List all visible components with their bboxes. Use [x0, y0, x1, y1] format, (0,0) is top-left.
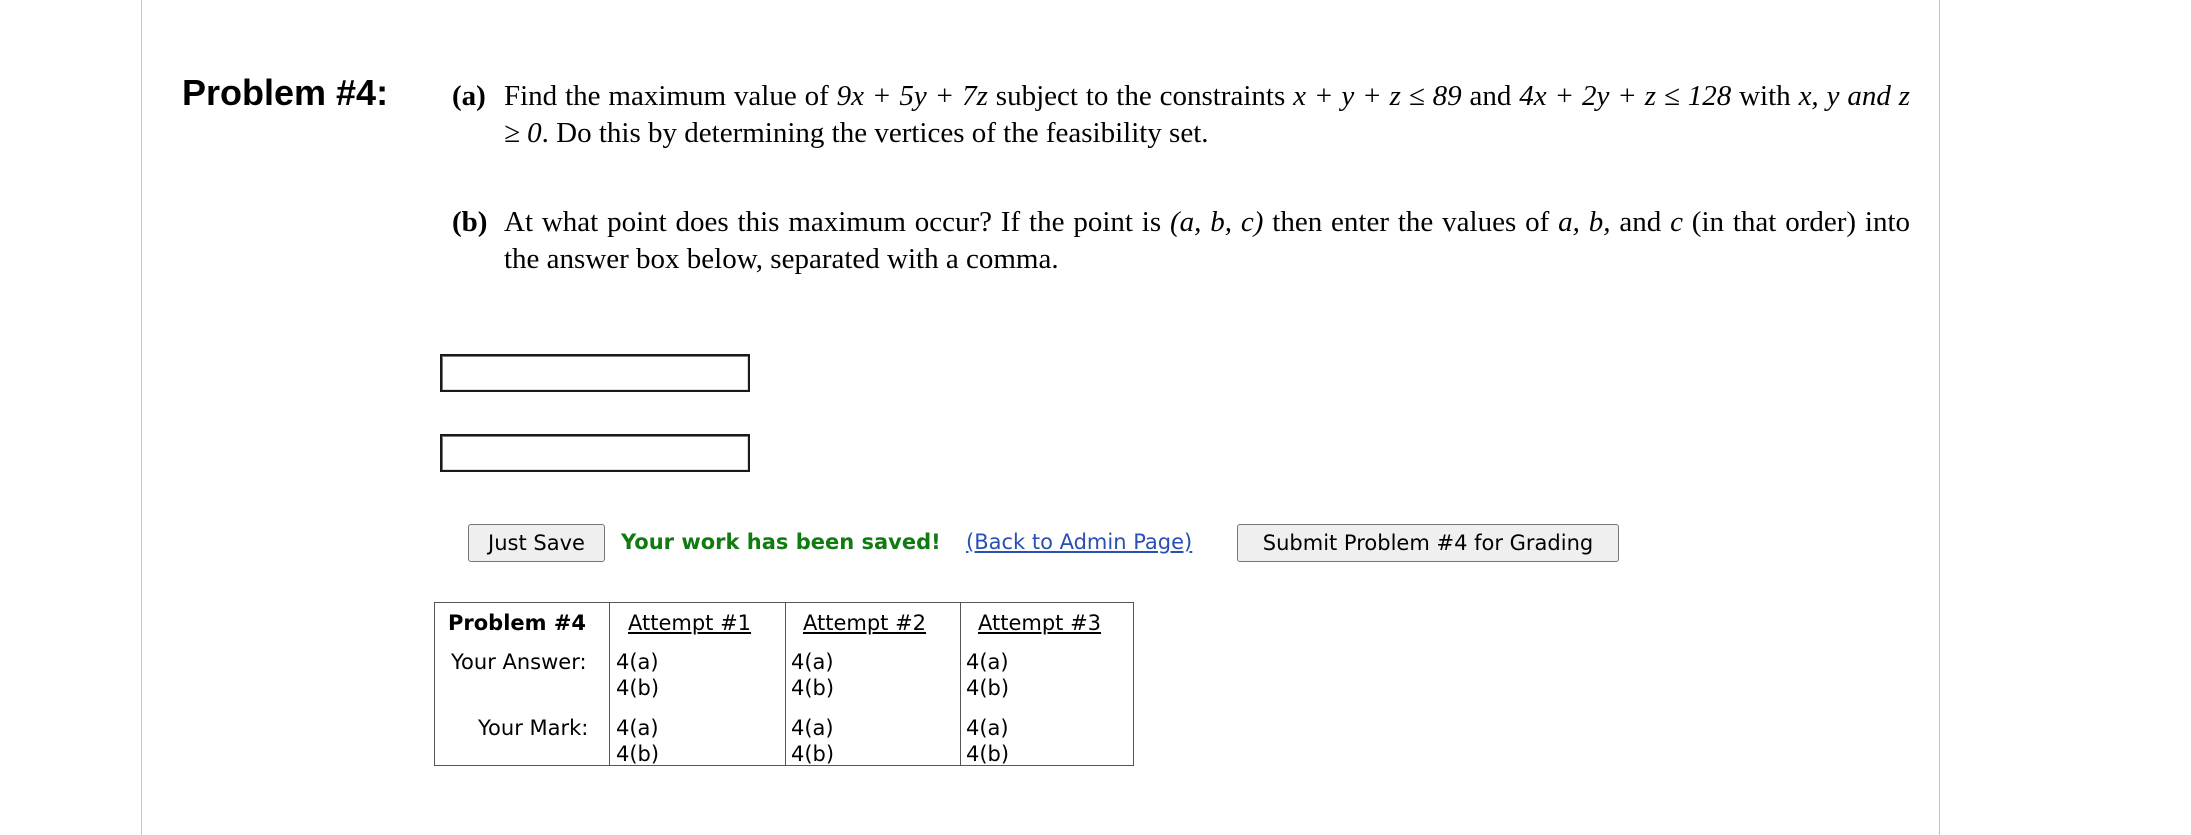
saved-message: Your work has been saved! — [621, 530, 941, 554]
constraint-2: 4x + 2y + z ≤ 128 — [1519, 80, 1732, 112]
attempt-1-marks: 4(a) 4(b) — [616, 716, 660, 766]
your-answer-label: Your Answer: — [451, 650, 587, 674]
attempt-1-answers: 4(a) 4(b) — [616, 650, 660, 700]
table-divider — [609, 603, 610, 765]
point-expression: (a, b, c) — [1170, 206, 1264, 238]
attempt-2-link[interactable]: Attempt #2 — [803, 611, 927, 635]
back-to-admin-link[interactable]: (Back to Admin Page) — [966, 530, 1193, 554]
nonnegativity-constraint: x, y and z ≥ 0 — [504, 80, 1911, 149]
attempt-3-link[interactable]: Attempt #3 — [978, 611, 1102, 635]
problem-label: Problem #4: — [182, 72, 389, 113]
just-save-button[interactable]: Just Save — [468, 524, 605, 562]
attempt-3-answers: 4(a) 4(b) — [966, 650, 1010, 700]
table-divider — [785, 603, 786, 765]
constraint-1: x + y + z ≤ 89 — [1293, 80, 1462, 112]
attempt-1-link[interactable]: Attempt #1 — [628, 611, 752, 635]
problem-part-b — [452, 204, 1912, 284]
part-b-tag: (b) — [452, 206, 488, 238]
part-b-text: At what point does this maximum occur? If the point is (a, b, c) then enter the values of a, b, and c (in that order) into the answer box below, separated with a comma. — [504, 206, 1911, 275]
attempt-3-marks: 4(a) 4(b) — [966, 716, 1010, 766]
attempts-table — [434, 602, 1134, 766]
submit-for-grading-button[interactable]: Submit Problem #4 for Grading — [1237, 524, 1619, 562]
attempt-2-marks: 4(a) 4(b) — [791, 716, 835, 766]
table-divider — [960, 603, 961, 765]
table-header-problem: Problem #4 — [448, 611, 587, 635]
part-a-tag: (a) — [452, 80, 486, 112]
answer-input-a[interactable] — [440, 354, 750, 392]
objective-expression: 9x + 5y + 7z — [836, 80, 988, 112]
your-mark-label: Your Mark: — [478, 716, 589, 740]
attempt-2-answers: 4(a) 4(b) — [791, 650, 835, 700]
answer-input-b[interactable] — [440, 434, 750, 472]
part-a-text: Find the maximum value of 9x + 5y + 7z subject to the constraints x + y + z ≤ 89 and 4x + 2y + z ≤ 128 with x, y and z ≥ 0. Do this by determining the vertices of the feasibility set. — [504, 80, 1911, 149]
problem-part-a — [452, 78, 1912, 158]
